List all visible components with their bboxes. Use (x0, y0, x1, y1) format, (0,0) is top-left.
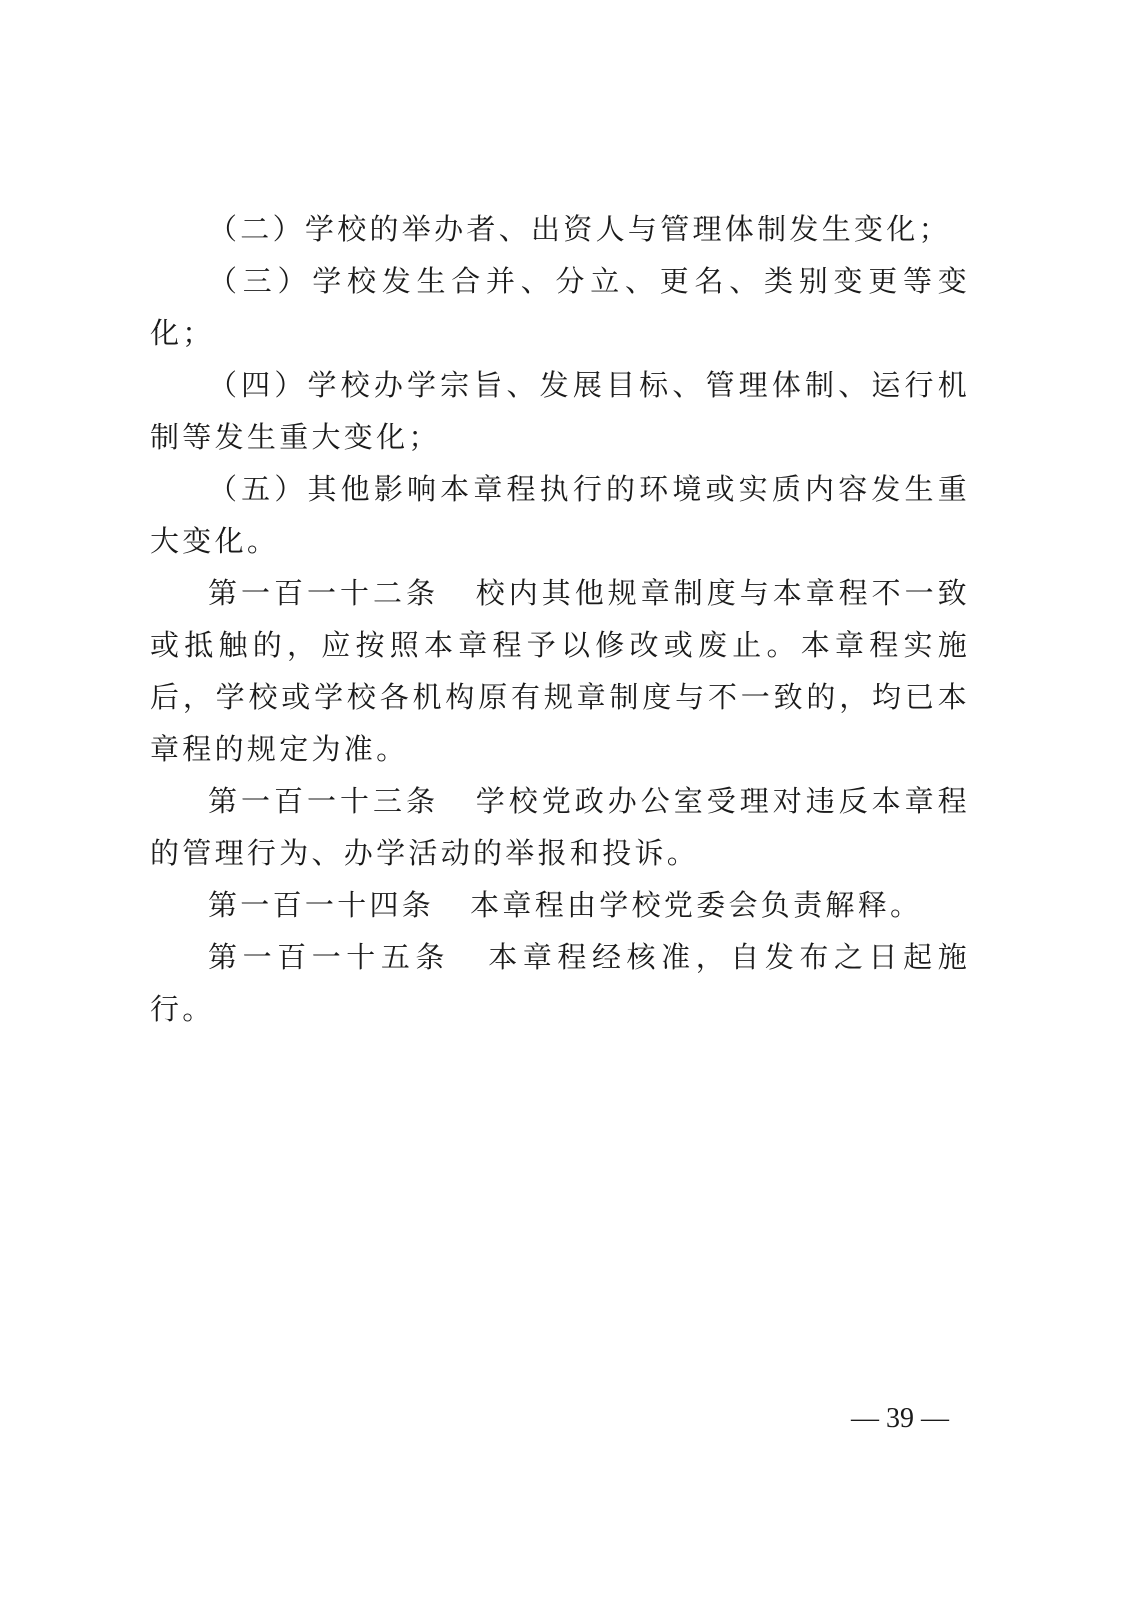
article-115-text: 本章程经核准，自发布之日起施行。 (150, 940, 970, 1026)
list-item-5: （五）其他影响本章程执行的环境或实质内容发生重大变化。 (150, 472, 970, 558)
article-113-text: 学校党政办公室受理对违反本章程的管理行为、办学活动的举报和投诉。 (150, 784, 970, 870)
article-113 (150, 775, 970, 879)
article-114 (150, 879, 970, 931)
article-115-label: 第一百一十五条 (208, 940, 450, 974)
document-body (150, 203, 970, 1035)
article-115 (150, 931, 970, 1035)
article-112-label: 第一百一十二条 (208, 576, 439, 610)
list-item-4: （四）学校办学宗旨、发展目标、管理体制、运行机制等发生重大变化； (150, 368, 970, 454)
list-item-2: （二）学校的举办者、出资人与管理体制发生变化； (208, 212, 951, 246)
page-number: — 39 — (851, 1403, 949, 1434)
article-114-label: 第一百一十四条 (208, 888, 435, 922)
list-item-3: （三）学校发生合并、分立、更名、类别变更等变化； (150, 264, 970, 350)
article-112-text: 校内其他规章制度与本章程不一致或抵触的，应按照本章程予以修改或废止。本章程实施后，学校或学校各机构原有规章制度与不一致的，均已本章程的规定为准。 (150, 576, 970, 766)
article-112 (150, 567, 970, 775)
article-114-text: 本章程由学校党委会负责解释。 (470, 888, 923, 922)
article-113-label: 第一百一十三条 (208, 784, 439, 818)
